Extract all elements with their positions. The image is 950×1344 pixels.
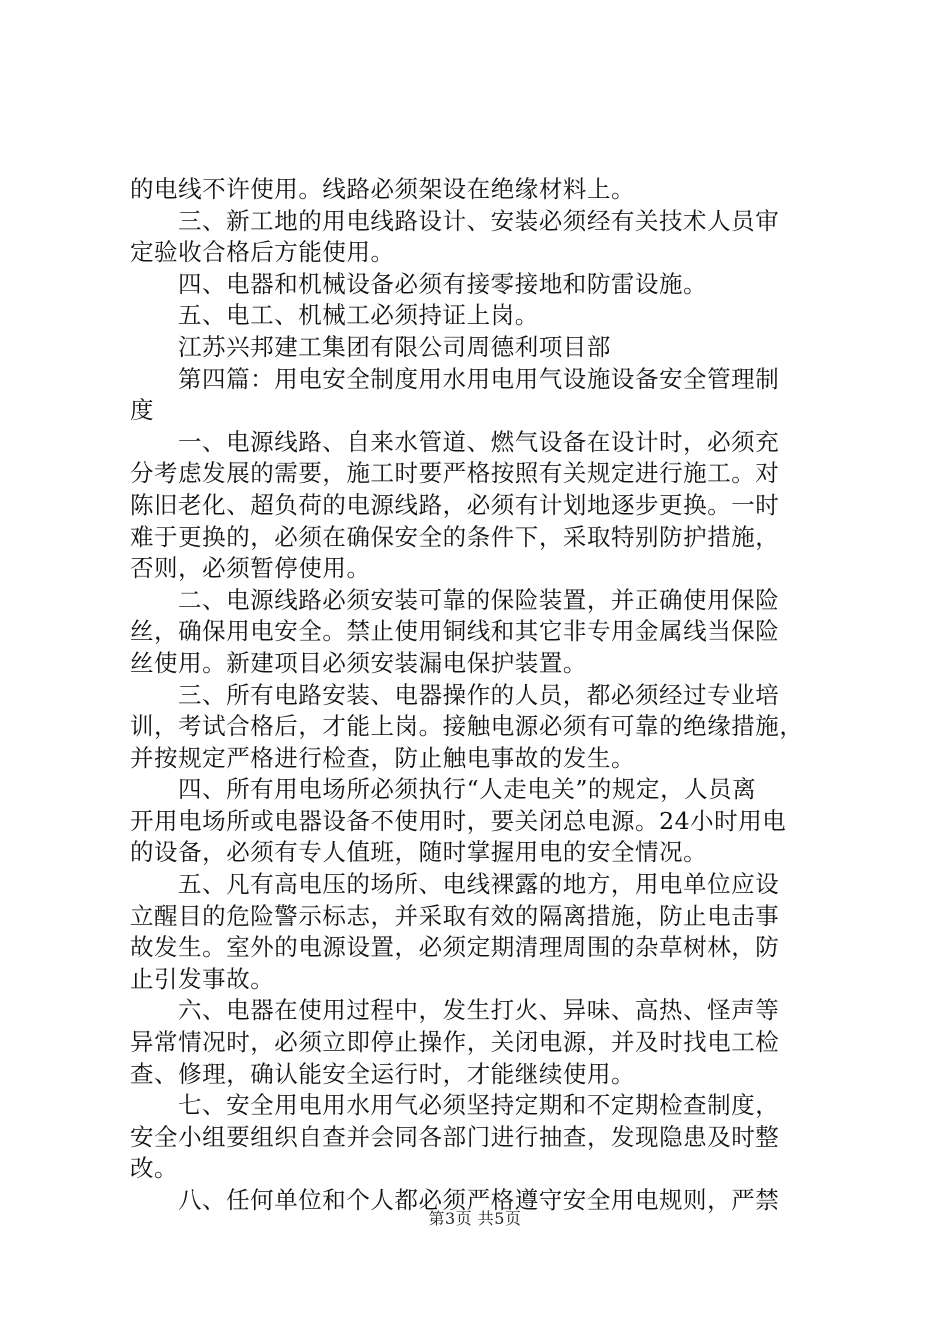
text-line: 五、凡有高电压的场所、电线裸露的地方，用电单位应设 (178, 870, 780, 899)
text-line: 的设备，必须有专人值班，随时掌握用电的安全情况。 (130, 838, 708, 867)
document-body (130, 174, 830, 1217)
text-line: 的电线不许使用。线路必须架设在绝缘材料上。 (130, 175, 636, 203)
text-line: 四、电器和机械设备必须有接零接地和防雷设施。 (178, 269, 708, 298)
text-line: 立醒目的危险警示标志，并采取有效的隔离措施，防止电击事 (130, 901, 780, 930)
text-line: 五、电工、机械工必须持证上岗。 (178, 301, 539, 330)
text-line: 江苏兴邦建工集团有限公司周德利项目部 (178, 332, 611, 361)
text-line: 三、新工地的用电线路设计、安装必须经有关技术人员审 (178, 206, 780, 235)
text-line: 陈旧老化、超负荷的电源线路，必须有计划地逐步更换。一时 (130, 490, 780, 519)
text-line: 定验收合格后方能使用。 (130, 238, 395, 267)
text-line: 第四篇：用电安全制度用水用电用气设施设备安全管理制 (178, 364, 780, 393)
text-line: 八、任何单位和个人都必须严格遵守安全用电规则，严禁 (178, 1186, 780, 1214)
text-line: 分考虑发展的需要，施工时要严格按照有关规定进行施工。对 (130, 459, 780, 488)
text-line: 训，考试合格后，才能上岗。接触电源必须有可靠的绝缘措施， (130, 712, 804, 741)
text-line: 止引发事故。 (130, 964, 275, 993)
text-line: 四、所有用电场所必须执行“人走电关”的规定，人员离 (178, 775, 757, 804)
text-line: 七、安全用电用水用气必须坚持定期和不定期检查制度， (178, 1091, 780, 1120)
text-line: 丝，确保用电安全。禁止使用铜线和其它非专用金属线当保险 (130, 617, 780, 646)
text-line: 开用电场所或电器设备不使用时，要关闭总电源。24小时用电 (130, 806, 787, 835)
text-line: 二、电源线路必须安装可靠的保险装置，并正确使用保险 (178, 585, 780, 614)
text-line: 安全小组要组织自查并会同各部门进行抽查，发现隐患及时整 (130, 1122, 780, 1151)
text-line: 并按规定严格进行检查，防止触电事故的发生。 (130, 743, 636, 772)
text-line: 丝使用。新建项目必须安装漏电保护装置。 (130, 648, 587, 677)
text-line: 三、所有电路安装、电器操作的人员，都必须经过专业培 (178, 680, 780, 709)
page-footer: 第3页 共5页 (428, 1209, 522, 1228)
text-line: 一、电源线路、自来水管道、燃气设备在设计时，必须充 (178, 427, 780, 456)
text-line: 否则，必须暂停使用。 (130, 554, 371, 583)
text-line: 改。 (130, 1154, 179, 1183)
text-line: 度 (130, 396, 155, 425)
text-line: 难于更换的，必须在确保安全的条件下，采取特别防护措施， (130, 522, 780, 551)
text-line: 查、修理，确认能安全运行时，才能继续使用。 (130, 1059, 636, 1088)
text-line: 六、电器在使用过程中，发生打火、异味、高热、怪声等 (178, 996, 780, 1025)
text-line: 异常情况时，必须立即停止操作，关闭电源，并及时找电工检 (130, 1028, 780, 1057)
text-line: 故发生。室外的电源设置，必须定期清理周围的杂草树林，防 (130, 933, 780, 962)
